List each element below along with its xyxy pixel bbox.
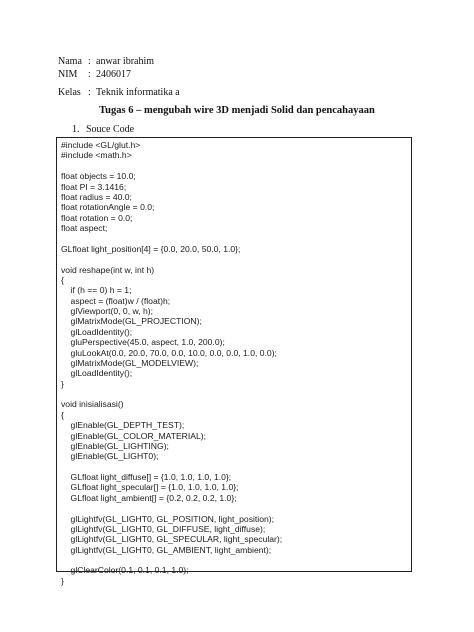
code-line: #include <GL/glut.h> <box>61 140 141 150</box>
code-line <box>61 254 407 264</box>
code-line: glLoadIdentity(); <box>61 368 133 379</box>
meta-label: Nama <box>58 56 82 67</box>
section-number: 1. <box>72 124 80 135</box>
meta-value: anwar ibrahim <box>96 56 155 67</box>
code-line: } <box>61 378 64 389</box>
code-line: GLfloat light_ambient[] = {0.2, 0.2, 0.2, 1.0}; <box>61 492 237 503</box>
meta-row-nim <box>58 69 131 81</box>
code-line: float radius = 40.0; <box>61 191 132 202</box>
code-line: GLfloat light_diffuse[] = {1.0, 1.0, 1.0, 1.0}; <box>61 472 232 482</box>
code-line: void reshape(int w, int h) <box>61 264 155 275</box>
code-line: { <box>61 274 64 285</box>
code-line: glEnable(GL_LIGHT0); <box>61 451 159 462</box>
meta-row-kelas <box>58 87 180 99</box>
code-line: float rotationAngle = 0.0; <box>61 202 155 213</box>
code-line: void inisialisasi() <box>61 399 124 410</box>
meta-value: 2406017 <box>96 69 131 80</box>
meta-separator: : <box>88 56 91 67</box>
code-line: glLightfv(GL_LIGHT0, GL_AMBIENT, light_ambient); <box>61 544 272 555</box>
code-line <box>61 555 407 565</box>
code-line: glMatrixMode(GL_MODELVIEW); <box>61 357 199 368</box>
document-title: Tugas 6 – mengubah wire 3D menjadi Solid dan pencahayaan <box>99 105 375 116</box>
meta-row-nama <box>58 56 154 68</box>
code-line <box>61 503 407 513</box>
section-heading <box>72 124 134 136</box>
code-line <box>61 161 407 171</box>
code-line: GLfloat light_position[4] = {0.0, 20.0, 50.0, 1.0}; <box>61 243 241 254</box>
code-line: glClearColor(0.1, 0.1, 0.1, 1.0); <box>61 565 189 576</box>
code-line: glLightfv(GL_LIGHT0, GL_SPECULAR, light_specular); <box>61 534 283 545</box>
code-line: gluLookAt(0.0, 20.0, 70.0, 0.0, 10.0, 0.0, 0.0, 1.0, 0.0); <box>61 347 277 358</box>
code-line: aspect = (float)w / (float)h; <box>61 295 171 306</box>
code-line <box>61 389 407 399</box>
code-line <box>61 233 407 243</box>
code-line: #include <math.h> <box>61 150 132 161</box>
meta-separator: : <box>88 87 91 98</box>
code-line: float rotation = 0.0; <box>61 212 133 223</box>
section-label: Souce Code <box>86 124 135 135</box>
code-line: glLoadIdentity(); <box>61 326 133 337</box>
source-code-box <box>56 137 412 586</box>
meta-value: Teknik informatika a <box>96 87 180 98</box>
meta-label: NIM <box>58 69 78 80</box>
code-line: GLfloat light_specular[] = {1.0, 1.0, 1.0, 1.0}; <box>61 482 239 493</box>
code-line: float aspect; <box>61 223 108 233</box>
code-line: float PI = 3.1416; <box>61 181 127 192</box>
meta-separator: : <box>88 69 91 80</box>
code-line: glEnable(GL_LIGHTING); <box>61 440 169 451</box>
code-line: glViewport(0, 0, w, h); <box>61 306 154 316</box>
code-line: gluPerspective(45.0, aspect, 1.0, 200.0); <box>61 337 225 348</box>
code-line <box>61 462 407 472</box>
code-line: { <box>61 409 64 420</box>
code-line: } <box>61 575 64 586</box>
code-line: glLightfv(GL_LIGHT0, GL_POSITION, light_position); <box>61 513 275 524</box>
code-line: glEnable(GL_DEPTH_TEST); <box>61 420 185 431</box>
meta-label: Kelas <box>58 87 81 98</box>
code-line: if (h == 0) h = 1; <box>61 285 132 296</box>
code-line: float objects = 10.0; <box>61 171 136 182</box>
code-line: glEnable(GL_COLOR_MATERIAL); <box>61 430 207 441</box>
code-line: glLightfv(GL_LIGHT0, GL_DIFFUSE, light_diffuse); <box>61 523 266 534</box>
code-line: glMatrixMode(GL_PROJECTION); <box>61 316 202 327</box>
